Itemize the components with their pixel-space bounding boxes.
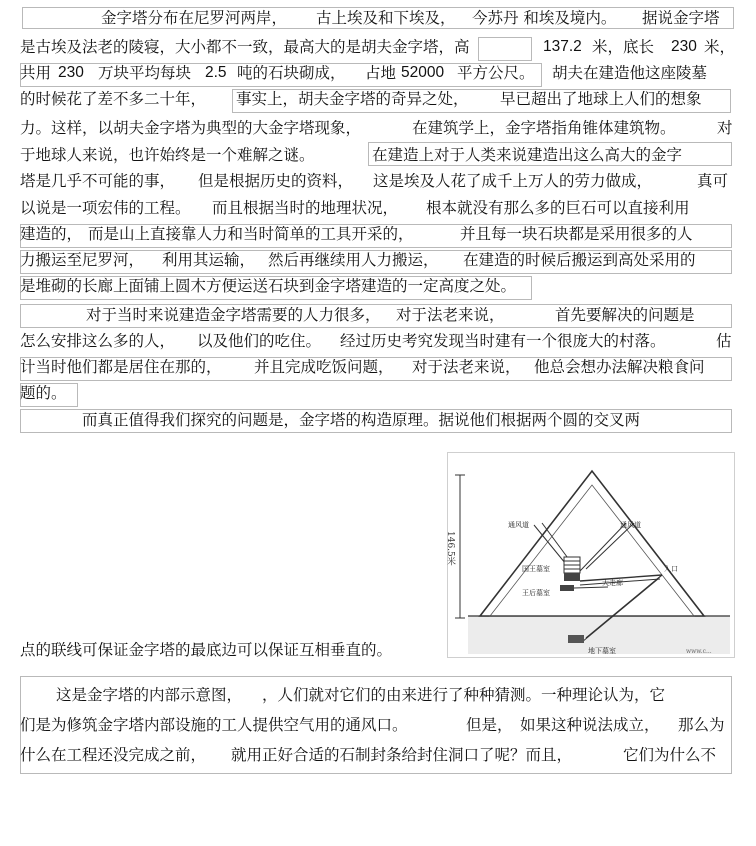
text-segment: 是古埃及法老的陵寝，大小都不一致，最高大的是胡夫金字塔，高 [20, 38, 470, 56]
grand-gallery [564, 573, 580, 581]
height-label: 146.5米 [445, 531, 455, 566]
text-line [0, 221, 756, 247]
text-line [0, 142, 756, 168]
text-segment: 怎么安排这么多的人， [20, 332, 176, 350]
text-number: 52000 [401, 64, 445, 81]
text-segment: 早已超出了地球上人们的想象 [500, 90, 702, 108]
text-segment: 计当时他们都是居住在那的， [20, 358, 222, 376]
text-segment: 真可 [697, 172, 729, 190]
text-line [0, 742, 756, 768]
text-segment: 今苏丹 和埃及境内。 [472, 9, 617, 27]
text-segment: 然后再继续用人力搬运， [268, 251, 439, 269]
text-segment: 对于法老来说， [396, 306, 505, 324]
text-segment: 古上埃及和下埃及， [316, 9, 456, 27]
text-segment: 首先要解决的问题是 [555, 306, 695, 324]
text-segment: 胡夫在建造他这座陵墓 [552, 64, 708, 82]
text-segment: ，人们就对它们的由来进行了种种猜测。一种理论认为，它 [262, 686, 666, 704]
text-segment: 经过历史考究发现当时建有一个很庞大的村落。 [340, 332, 666, 350]
text-segment: 吨的石块砌成， [237, 64, 346, 82]
text-segment: 估 [716, 332, 732, 350]
text-segment: 以及他们的吃住。 [197, 332, 322, 350]
text-number: 137.2 [543, 38, 582, 55]
text-number: 2.5 [205, 64, 227, 81]
text-line [0, 5, 756, 31]
text-segment: 但是根据历史的资料， [198, 172, 354, 190]
text-line [0, 328, 756, 354]
text-segment: 而是山上直接靠人力和当时简单的工具开采的， [88, 225, 414, 243]
text-segment: 那么为 [678, 716, 725, 734]
shaft-left-label: 通风道 [508, 521, 529, 529]
gallery-label: 大走廊 [602, 579, 623, 587]
text-segment: 力搬运至尼罗河， [20, 251, 145, 269]
text-line [0, 682, 756, 708]
shaft-right-label: 通风道 [620, 521, 641, 529]
text-line [0, 354, 756, 380]
text-segment: 并且完成吃饭问题， [254, 358, 394, 376]
text-line [0, 273, 756, 299]
text-segment: 但是， [466, 716, 513, 734]
text-segment: 根本就没有那么多的巨石可以直接利用 [426, 199, 690, 217]
text-number: 230 [671, 38, 697, 55]
text-segment: 在建造上对于人类来说建造出这么高大的金字 [372, 146, 683, 164]
text-segment: 就用正好合适的石制封条给封住洞口了呢？而且， [231, 746, 573, 764]
text-line [0, 637, 756, 663]
text-segment: 题的。 [20, 384, 67, 402]
text-segment: 建造的， [20, 225, 83, 243]
text-segment: 的时候花了差不多二十年， [20, 90, 207, 108]
text-line [0, 115, 756, 141]
figure-credit: www.c... [686, 648, 712, 655]
text-line [0, 168, 756, 194]
pyramid-diagram [445, 453, 734, 657]
text-segment: 米，底长 [592, 38, 655, 56]
pyramid-outline [480, 471, 704, 616]
text-segment: 什么在工程还没完成之前， [20, 746, 207, 764]
text-segment: 而且根据当时的地理状况， [212, 199, 399, 217]
pyramid-cross-section-figure [447, 452, 735, 658]
text-segment: 万块平均每块 [98, 64, 192, 82]
text-segment: 是堆砌的长廊上面铺上圆木方便运送石块到金字塔建造的一定高度之处。 [20, 277, 517, 295]
text-segment: 占地 [365, 64, 397, 82]
text-segment: 对于当时来说建造金字塔需要的人力很多， [86, 306, 381, 324]
text-line [0, 302, 756, 328]
text-line [0, 247, 756, 273]
text-segment: 而真正值得我们探究的问题是，金字塔的构造原理。据说他们根据两个圆的交叉两 [82, 411, 641, 429]
text-segment: 事实上，胡夫金字塔的奇异之处， [236, 90, 469, 108]
text-segment: 力。这样，以胡夫金字塔为典型的大金字塔现象， [20, 119, 362, 137]
text-segment: 他总会想办法解决粮食问 [534, 358, 705, 376]
text-line [0, 712, 756, 738]
text-segment: 它们为什么不 [623, 746, 717, 764]
text-segment: 据说金字塔 [642, 9, 720, 27]
text-segment: 于地球人来说，也许始终是一个难解之谜。 [20, 146, 315, 164]
text-segment: 以说是一项宏伟的工程。 [20, 199, 191, 217]
text-segment: 利用其运输， [162, 251, 256, 269]
text-segment: 平方公尺。 [457, 64, 535, 82]
entrance-label: 入口 [664, 565, 678, 573]
text-number: 230 [58, 64, 84, 81]
king-room-label: 王后墓室 [522, 589, 550, 597]
text-line [0, 407, 756, 433]
text-segment: 们是为修筑金字塔内部设施的工人提供空气用的通风口。 [20, 716, 408, 734]
text-line [0, 34, 756, 60]
text-segment: 这是金字塔的内部示意图， [56, 686, 243, 704]
text-line [0, 60, 756, 86]
queen-chamber [560, 585, 574, 591]
text-segment: 米， [704, 38, 736, 56]
text-segment: 并且每一块石块都是采用很多的人 [460, 225, 693, 243]
text-line [0, 86, 756, 112]
text-segment: 金字塔分布在尼罗河两岸， [101, 9, 288, 27]
text-segment: 对 [717, 119, 733, 137]
text-segment: 塔是几乎不可能的事， [20, 172, 176, 190]
queen-room-label: 国王墓室 [522, 565, 550, 573]
text-segment: 这是埃及人花了成千上万人的劳力做成， [373, 172, 653, 190]
text-segment: 在建造的时候后搬运到高处采用的 [463, 251, 696, 269]
text-line [0, 380, 756, 406]
underground-label: 地下墓室 [588, 647, 616, 655]
text-segment: 共用 [20, 64, 52, 82]
text-segment: 点的联线可保证金字塔的最底边可以保证互相垂直的。 [20, 641, 393, 659]
text-segment: 在建筑学上，金字塔指角锥体建筑物。 [412, 119, 676, 137]
text-segment: 对于法老来说， [412, 358, 521, 376]
text-line [0, 195, 756, 221]
text-segment: 如果这种说法成立， [520, 716, 660, 734]
